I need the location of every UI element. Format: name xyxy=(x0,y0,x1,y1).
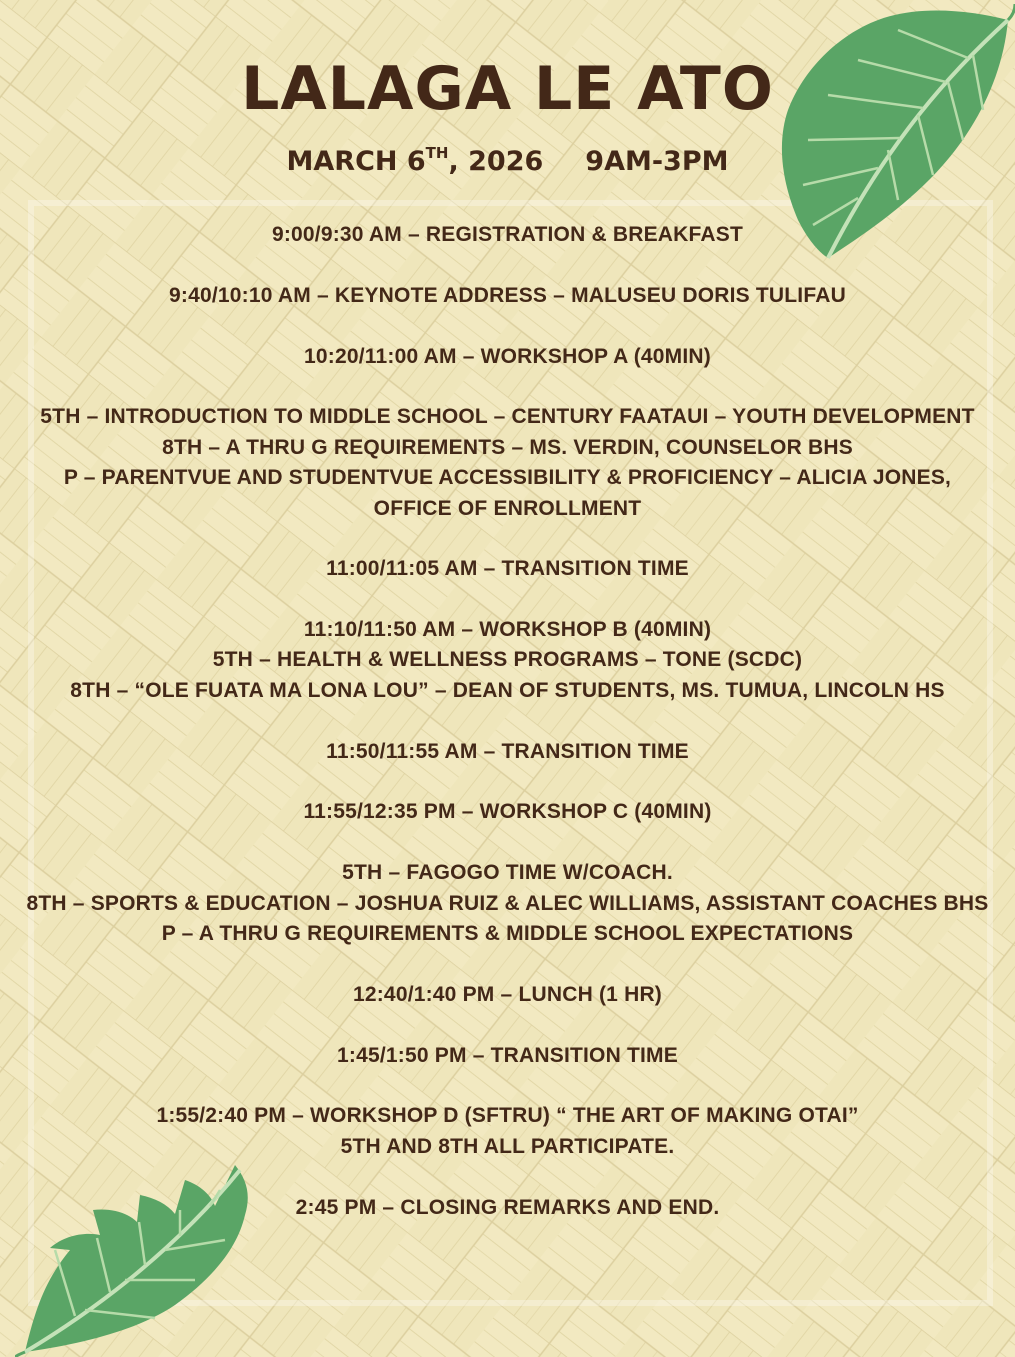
event-date-time xyxy=(0,142,1015,182)
schedule-line: OFFICE OF ENROLLMENT xyxy=(373,496,642,520)
schedule-line: 11:55/12:35 PM – WORKSHOP C (40MIN) xyxy=(303,800,712,824)
schedule-spacer xyxy=(0,949,1015,979)
schedule-line: 1:55/2:40 PM – WORKSHOP D (SFTRU) “ THE ART OF MAKING OTAI” xyxy=(156,1104,859,1128)
schedule-spacer xyxy=(0,372,1015,402)
schedule-line: 9:40/10:10 AM – KEYNOTE ADDRESS – MALUSEU DORIS TULIFAU xyxy=(169,283,846,307)
schedule-line: P – A THRU G REQUIREMENTS & MIDDLE SCHOOL EXPECTATIONS xyxy=(161,921,854,945)
schedule-spacer xyxy=(0,1071,1015,1101)
schedule-line: 5TH – FAGOGO TIME W/COACH. xyxy=(342,861,673,885)
event-date-year: , 2026 xyxy=(448,146,544,177)
schedule-spacer xyxy=(0,311,1015,341)
schedule-spacer xyxy=(0,250,1015,280)
schedule-line: 12:40/1:40 PM – LUNCH (1 HR) xyxy=(352,982,662,1006)
schedule-line: 2:45 PM – CLOSING REMARKS AND END. xyxy=(295,1195,720,1219)
schedule-line: 5TH AND 8TH ALL PARTICIPATE. xyxy=(340,1134,675,1158)
schedule-line: 10:20/11:00 AM – WORKSHOP A (40MIN) xyxy=(304,344,711,368)
schedule-line: 11:10/11:50 AM – WORKSHOP B (40MIN) xyxy=(303,618,712,642)
schedule-line: 9:00/9:30 AM – REGISTRATION & BREAKFAST xyxy=(271,223,744,246)
schedule-line: 5TH – HEALTH & WELLNESS PROGRAMS – TONE (SCDC) xyxy=(212,648,803,672)
schedule-line: 8TH – SPORTS & EDUCATION – JOSHUA RUIZ & ALEC WILLIAMS, ASSISTANT COACHES BHS xyxy=(26,891,989,915)
schedule-spacer xyxy=(0,585,1015,615)
schedule-line: 11:50/11:55 AM – TRANSITION TIME xyxy=(326,739,689,763)
event-date-main: MARCH 6 xyxy=(286,146,426,177)
schedule-spacer xyxy=(0,706,1015,736)
event-title: LALAGA LE ATO xyxy=(241,54,774,124)
schedule-spacer xyxy=(0,524,1015,554)
schedule-line: 8TH – A THRU G REQUIREMENTS – MS. VERDIN, COUNSELOR BHS xyxy=(162,435,853,459)
schedule-line: 8TH – “OLE FUATA MA LONA LOU” – DEAN OF STUDENTS, MS. TUMUA, LINCOLN HS xyxy=(70,678,945,702)
schedule-spacer xyxy=(0,767,1015,797)
schedule-list xyxy=(0,220,1015,1223)
schedule-spacer xyxy=(0,1010,1015,1040)
schedule-line: 5TH – INTRODUCTION TO MIDDLE SCHOOL – CENTURY FAATAUI – YOUTH DEVELOPMENT xyxy=(40,405,975,429)
schedule-line: P – PARENTVUE AND STUDENTVUE ACCESSIBILITY & PROFICIENCY – ALICIA JONES, xyxy=(63,466,952,490)
schedule-line: 11:00/11:05 AM – TRANSITION TIME xyxy=(326,557,689,581)
schedule-spacer xyxy=(0,828,1015,858)
schedule-spacer xyxy=(0,1162,1015,1192)
schedule-line: 1:45/1:50 PM – TRANSITION TIME xyxy=(337,1043,678,1067)
event-date-suffix: TH xyxy=(425,144,449,162)
event-hours: 9AM-3PM xyxy=(585,146,729,177)
